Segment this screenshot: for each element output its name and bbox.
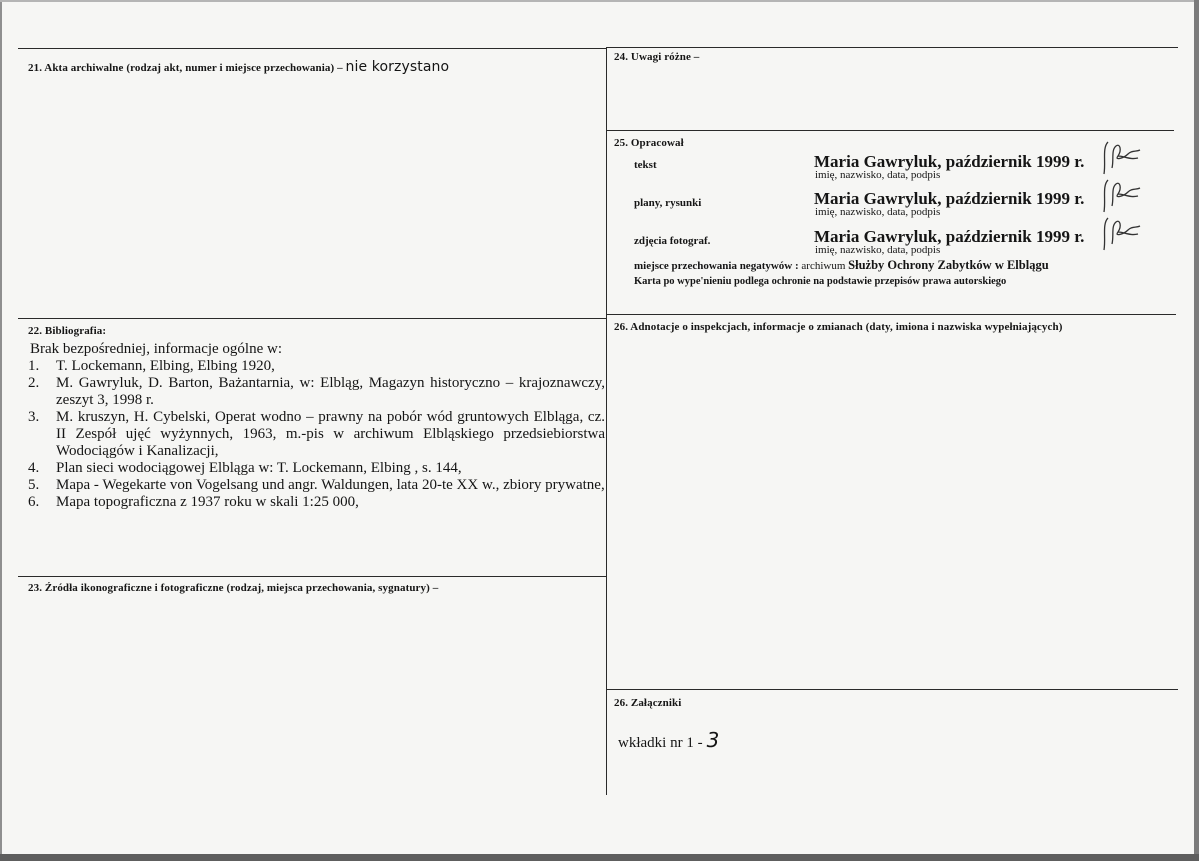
author-row-plans-label: plany, rysunki [634, 197, 702, 209]
bibliography-list [30, 358, 605, 511]
attachments-value [618, 728, 719, 752]
author-row-plans-name: Maria Gawryluk, październik 1999 r. [814, 189, 1085, 208]
section-22-label: 22. Bibliografia: [28, 325, 107, 337]
section-26-annotations-label: 26. Adnotacje o inspekcjach, informacje o zmianach (daty, imiona i nazwiska wypełniających) [614, 321, 1063, 333]
section-26-attachments-label: 26. Załączniki [614, 697, 682, 709]
author-row-photos-caption: imię, nazwisko, data, podpis [815, 244, 941, 256]
rule-top-left [18, 48, 606, 49]
rule-21-22 [18, 318, 606, 319]
negatives-storage-label: miejsce przechowania negatywów : [634, 260, 799, 272]
negatives-storage-line [634, 258, 1049, 273]
bibliography-item: 2. M. Gawryluk, D. Barton, Bażantarnia, w: Elbląg, Magazyn historyczno – krajoznawczy, zeszyt 3, 1998 r. [28, 375, 605, 408]
negatives-storage-value: Służby Ochrony Zabytków w Elblągu [848, 258, 1049, 272]
negatives-storage-prefix: archiwum [801, 260, 846, 272]
section-21-label [28, 59, 449, 75]
bibliography-item: 4. Plan sieci wodociągowej Elbląga w: T. Lockemann, Elbing , s. 144, [28, 460, 462, 476]
section-21-title: 21. Akta archiwalne (rodzaj akt, numer i miejsce przechowania) – [28, 62, 343, 74]
signature-icon [1094, 138, 1148, 176]
author-row-photos-name: Maria Gawryluk, październik 1999 r. [814, 227, 1085, 246]
author-row-text-name: Maria Gawryluk, październik 1999 r. [814, 152, 1085, 171]
rule-26-attachments [606, 689, 1178, 690]
attachments-handwritten-number: 3 [706, 728, 720, 752]
scan-edge-right [1194, 0, 1199, 861]
copyright-notice: Karta po wype'nieniu podlega ochronie na podstawie przepisów prawa autorskiego [634, 276, 1007, 287]
section-23-label: 23. Źródła ikonograficzne i fotograficzne (rodzaj, miejsca przechowania, sygnatury) – [28, 582, 439, 594]
signature-icon [1094, 176, 1148, 214]
scan-edge-bottom [0, 854, 1199, 861]
section-24-label: 24. Uwagi różne – [614, 51, 700, 63]
section-25-label: 25. Opracował [614, 137, 684, 149]
author-row-plans-caption: imię, nazwisko, data, podpis [815, 206, 941, 218]
rule-25-26 [606, 314, 1176, 315]
author-row-text-caption: imię, nazwisko, data, podpis [815, 169, 941, 181]
rule-24-25 [606, 130, 1174, 131]
bibliography-intro: Brak bezpośredniej, informacje ogólne w: [30, 341, 282, 357]
bibliography-item: 5. Mapa - Wegekarte von Vogelsang und angr. Waldungen, lata 20-te XX w., zbiory prywatne, [28, 477, 605, 493]
signature-icon [1094, 214, 1148, 252]
section-21-value: nie korzystano [345, 59, 450, 75]
rule-center-vertical [606, 47, 607, 795]
bibliography-item: 1. T. Lockemann, Elbing, Elbing 1920, [28, 358, 275, 374]
bibliography-item: 6. Mapa topograficzna z 1937 roku w skali 1:25 000, [28, 494, 359, 510]
bibliography-block [30, 341, 605, 511]
author-row-photos-label: zdjęcia fotograf. [634, 235, 711, 247]
attachments-text: wkładki nr 1 - [618, 735, 703, 751]
rule-22-23 [18, 576, 606, 577]
bibliography-item: 3. M. kruszyn, H. Cybelski, Operat wodno – prawny na pobór wód gruntowych Elbląga, cz. II Zespół ujęć wyżynnych, 1963, m.-pis w archiwum Elbląskiego przedsiebiorstwa Wodociągów i Kanalizacji, [28, 409, 605, 459]
author-row-text-label: tekst [634, 159, 657, 171]
rule-top-right [606, 47, 1178, 48]
